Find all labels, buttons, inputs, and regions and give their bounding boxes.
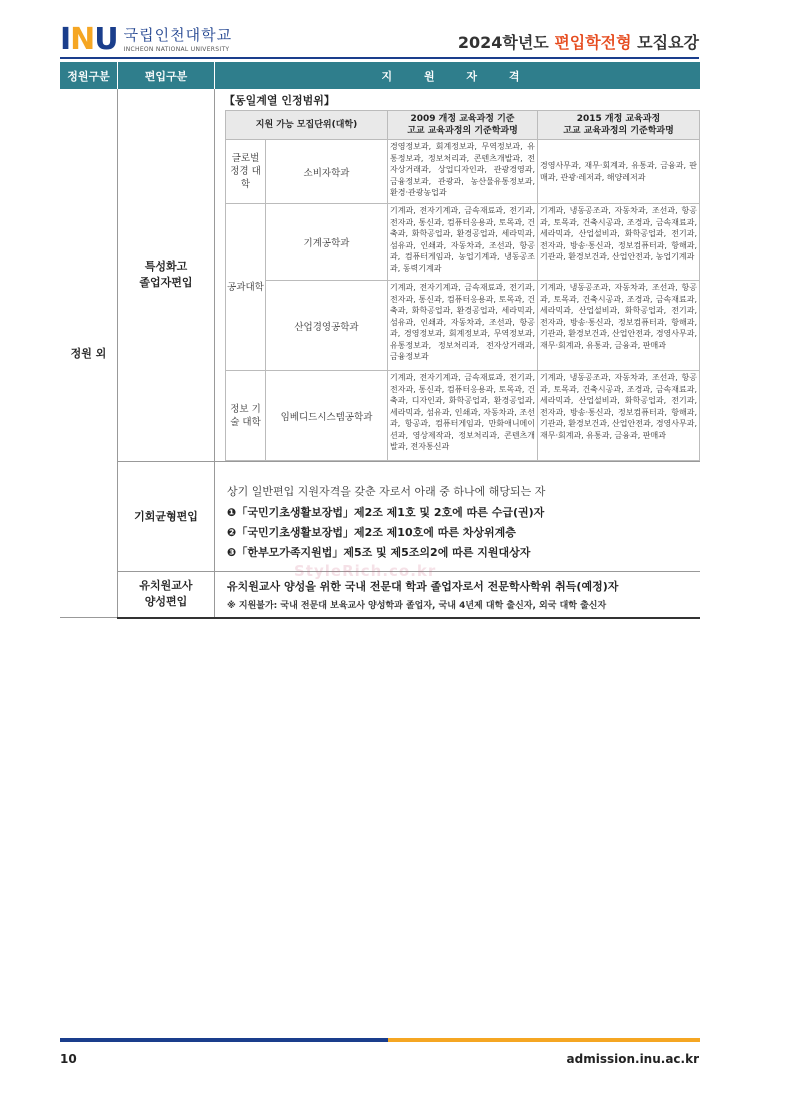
head-2009-line2: 고교 교육과정의 기준학과명 — [407, 126, 518, 136]
curriculum-2015-cell — [538, 140, 700, 204]
curriculum-2015-cell — [538, 204, 700, 281]
college-cell: 공과대학 — [226, 204, 266, 371]
curriculum-2009-text: 기계과, 전자기계과, 금속재료과, 전기과, 전자과, 통신과, 컴퓨터응용과, 토목과, 건축과, 화학공업과, 환경공업과, 세라믹과, 섬유과, 인쇄과, 자동차과, 조선과, 항공과, 경영정보과, 회계정보과, 무역정보과, 유통정보과, 정보처리과, 전자상거래과, 금융정보과 — [390, 283, 535, 361]
title-suffix: 모집요강 — [637, 33, 699, 52]
curriculum-2015-cell — [538, 281, 700, 371]
curriculum-2015-text: 기계과, 냉동공조과, 자동차과, 조선과, 항공과, 토목과, 건축시공과, 조경과, 금속재료과, 세라믹과, 산업설비과, 화학공업과, 전기과, 전자과, 방송·통신과, 정보컴퓨터과, 항해과, 기관과, 환경보건과, 산업안전과, 경영사무과, 재무·회계과, 유통과, 금융과, 판매과 — [540, 373, 697, 440]
logo-name-ko: 국립인천대학교 — [123, 25, 233, 44]
curriculum-2015-text: 기계과, 냉동공조과, 자동차과, 조선과, 항공과, 토목과, 건축시공과, 조경과, 금속재료과, 세라믹과, 산업설비과, 화학공업과, 전기과, 전자과, 방송·통신과, 정보컴퓨터과, 항해과, 기관과, 환경보건과, 산업안전과, 농업기계과 — [540, 206, 697, 261]
col-header-type: 편입구분 — [117, 62, 214, 89]
opportunity-lead: 상기 일반편입 지원자격을 갖춘 자로서 아래 중 하나에 해당되는 자 — [227, 485, 546, 498]
kindergarten-eligibility — [215, 572, 701, 618]
footer-bar-blue — [60, 1038, 388, 1042]
opportunity-item: ❷「국민기초생활보장법」제2조 제10호에 따른 차상위계층 — [227, 526, 516, 539]
title-highlight: 편입학전형 — [554, 33, 632, 52]
title-divider — [60, 57, 699, 59]
curriculum-2009-cell — [388, 371, 538, 461]
title-year: 2024학년도 — [457, 33, 549, 52]
university-logo — [60, 20, 232, 56]
curriculum-2009-text: 기계과, 전자기계과, 금속재료과, 전기과, 전자과, 통신과, 컴퓨터응용과, 토목과, 건축과, 화학공업과, 환경공업과, 세라믹과, 섬유과, 인쇄과, 자동차과, 조선과, 항공과, 컴퓨터게임과, 농업기계과, 냉동공조과, 동력기계과 — [390, 206, 535, 273]
col-header-eligibility: 지 원 자 격 — [215, 62, 701, 89]
type-specialized-line2: 졸업자편입 — [139, 276, 193, 289]
dept-cell: 산업경영공학과 — [266, 281, 388, 371]
curriculum-2009-cell — [388, 281, 538, 371]
head-2015-line2: 고교 교육과정의 기준학과명 — [563, 126, 674, 136]
head-unit: 지원 가능 모집단위(대학) — [226, 111, 388, 140]
kindergarten-note: ※ 지원불가: 국내 전문대 보육교사 양성학과 졸업자, 국내 4년제 대학 출신자, 외국 대학 출신자 — [227, 601, 607, 612]
page-number: 10 — [60, 1052, 77, 1066]
head-2015 — [538, 111, 700, 140]
curriculum-2015-text: 경영사무과, 재무·회계과, 유통과, 금융과, 판매과, 관광·레저과, 해양레저과 — [540, 161, 697, 182]
col-header-quota: 정원구분 — [60, 62, 117, 89]
type-specialized — [117, 89, 214, 462]
inu-logo-mark: I N U — [60, 22, 118, 57]
head-2009-line1: 2009 개정 교육과정 기준 — [410, 114, 515, 124]
opportunity-eligibility — [215, 462, 701, 572]
opportunity-item: ❶「국민기초생활보장법」제2조 제1호 및 2호에 따른 수급(권)자 — [227, 506, 545, 519]
curriculum-2009-cell — [388, 204, 538, 281]
dept-cell: 임베디드시스템공학과 — [266, 371, 388, 461]
kindergarten-main: 유치원교사 양성을 위한 국내 전문대 학과 졸업자로서 전문학사학위 취득(예정)자 — [227, 580, 619, 594]
footer-bar-orange — [388, 1038, 700, 1042]
curriculum-2009-cell — [388, 140, 538, 204]
dept-cell: 소비자학과 — [266, 140, 388, 204]
opportunity-item: ❸「한부모가족지원법」제5조 및 제5조의2에 따른 지원대상자 — [227, 546, 531, 559]
dept-cell: 기계공학과 — [266, 204, 388, 281]
page-title — [458, 30, 699, 53]
curriculum-2015-text: 기계과, 냉동공조과, 자동차과, 조선과, 항공과, 토목과, 건축시공과, 조경과, 금속재료과, 세라믹과, 산업설비과, 화학공업과, 전기과, 전자과, 방송·통신과, 정보컴퓨터과, 항해과, 기관과, 환경보건과, 산업안전과, 경영사무과, 재무·회계과, 유통과, 금융과, 판매과 — [540, 283, 697, 350]
logo-name-en: INCHEON NATIONAL UNIVERSITY — [123, 45, 230, 53]
college-cell: 글로벌 정경 대학 — [226, 140, 266, 204]
type-kindergarten — [117, 572, 214, 618]
curriculum-2015-cell — [538, 371, 700, 461]
eligibility-table — [60, 62, 700, 619]
type-kindergarten-line1: 유치원교사 — [139, 579, 193, 593]
curriculum-2009-text: 경영정보과, 회계정보과, 무역정보과, 유통정보과, 정보처리과, 콘텐츠개발과, 전자상거래과, 상업디자인과, 관광경영과, 금융정보과, 관광과, 농산물유통정보과, 환경·관광농업과 — [390, 142, 535, 197]
website-url: admission.inu.ac.kr — [566, 1052, 699, 1066]
college-cell: 정보 기술 대학 — [226, 371, 266, 461]
equivalence-table — [225, 110, 700, 461]
type-kindergarten-line2: 양성편입 — [144, 595, 188, 609]
watermark: StyleRich.co.kr — [294, 562, 437, 580]
quota-cell: 정원 외 — [60, 89, 117, 618]
curriculum-2009-text: 기계과, 전자기계과, 금속재료과, 전기과, 전자과, 통신과, 컴퓨터응용과, 토목과, 건축과, 디자인과, 화학공업과, 환경공업과, 세라믹과, 섬유과, 인쇄과, 자동차과, 조선과, 항공과, 컴퓨터게임과, 만화애니메이션과, 영상제작과, 정보처리과, 콘텐츠개발과, 전자통신과 — [390, 373, 535, 451]
type-opportunity: 기회균형편입 — [117, 462, 214, 572]
section-title: 【동일계열 인정범위】 — [224, 94, 335, 107]
head-2015-line1: 2015 개정 교육과정 — [576, 114, 661, 124]
head-2009 — [388, 111, 538, 140]
type-specialized-line1: 특성화고 — [144, 260, 188, 273]
specialized-eligibility — [215, 89, 701, 462]
